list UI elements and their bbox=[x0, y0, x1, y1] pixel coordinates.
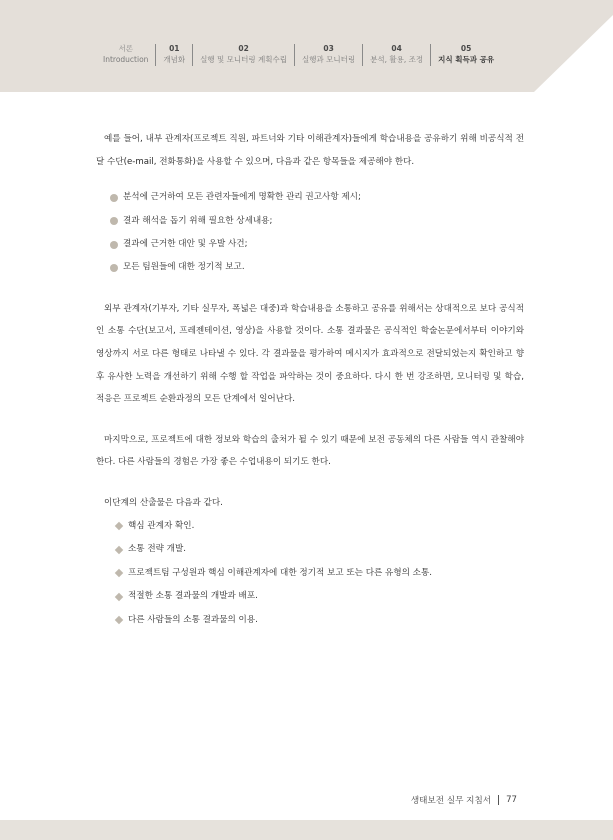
list-item bbox=[96, 256, 524, 279]
list-item bbox=[96, 585, 524, 609]
paragraph-internal-sharing: 예를 들어, 내부 관계자(프로젝트 직원, 파트너와 기타 이해관계자)들에게 학습내용을 공유하기 위해 비공식적 전달 수단(e-mail, 전화통화)을 사용할 수 있으며, 다음과 같은 항목들을 제공해야 한다. bbox=[96, 134, 524, 167]
list-item bbox=[96, 233, 524, 256]
chapter-nav bbox=[96, 44, 501, 68]
nav-num: 02 bbox=[238, 44, 249, 53]
list-item-text: 결과에 근거한 대안 및 우발 사건; bbox=[123, 239, 248, 249]
bullet-dot-icon bbox=[110, 241, 118, 249]
nav-item-02[interactable] bbox=[193, 44, 294, 65]
bullet-diamond-icon bbox=[115, 569, 123, 577]
list-item-text: 프로젝트팀 구성원과 핵심 이해관계자에 대한 정기적 보고 또는 다른 유형의 소통. bbox=[128, 567, 433, 578]
main-content bbox=[96, 128, 524, 632]
list-item-text: 결과 해석을 돕기 위해 필요한 상세내용; bbox=[123, 215, 273, 226]
bullet-list-items bbox=[96, 186, 524, 280]
nav-item-04[interactable] bbox=[363, 44, 430, 65]
list-item bbox=[96, 538, 524, 562]
nav-label: 분석, 활용, 조정 bbox=[370, 55, 424, 64]
nav-label: 실행과 모니터링 bbox=[302, 55, 356, 64]
nav-label: 개념화 bbox=[163, 55, 186, 64]
page-number: 77 bbox=[506, 795, 517, 805]
paragraph-external-sharing: 외부 관계자(기부자, 기타 실무자, 폭넓은 대중)과 학습내용을 소통하고 공유를 위해서는 상대적으로 보다 공식적인 소통 수단(보고서, 프레젠테이션, 영상)을 사용할 것이다. 소통 결과물은 공식적인 학술논문에서부터 이야기와 영상까지 서로 다른 형태로 나타낼 수 있다. 각 결과물을 평가하여 메시지가 효과적으로 전달되었는지 확인하고 향후 유사한 노력을 개선하기 위해 수행 할 작업을 파악하는 것이 중요하다. 다시 한 번 강조하면, 모니터링 및 학습, 적응은 프로젝트 순환과정의 모든 단계에서 일어난다. bbox=[96, 303, 524, 405]
list-item-text: 핵심 관계자 확인. bbox=[128, 520, 195, 531]
list-item-text: 모든 팀원들에 대한 정기적 보고. bbox=[123, 262, 245, 273]
nav-label: 실행 및 모니터링 계획수립 bbox=[200, 55, 288, 64]
paragraph-observe-others: 마지막으로, 프로젝트에 대한 정보와 학습의 출처가 될 수 있기 때문에 보전 공동체의 다른 사람들 역시 관찰해야 한다. 다른 사람들의 경험은 가장 좋은 수업내용이 되기도 한다. bbox=[96, 434, 524, 468]
nav-item-01[interactable] bbox=[156, 44, 192, 65]
outputs-list bbox=[96, 515, 524, 633]
nav-num: 03 bbox=[323, 44, 334, 53]
footer-divider bbox=[498, 795, 499, 805]
nav-label: 지식 획득과 공유 bbox=[438, 55, 495, 64]
nav-num: 05 bbox=[460, 44, 472, 53]
bullet-dot-icon bbox=[110, 264, 118, 272]
list-item bbox=[96, 210, 524, 233]
bullet-dot-icon bbox=[110, 194, 118, 202]
list-item bbox=[96, 562, 524, 586]
list-item-text: 분석에 근거하여 모든 관련자들에게 명확한 관리 권고사항 제시; bbox=[123, 192, 361, 203]
nav-item-05[interactable] bbox=[431, 44, 501, 65]
nav-item-intro[interactable] bbox=[96, 44, 155, 65]
list-item bbox=[96, 609, 524, 633]
bullet-diamond-icon bbox=[115, 616, 123, 624]
bullet-diamond-icon bbox=[115, 593, 123, 601]
nav-num: 01 bbox=[169, 44, 180, 53]
list-item bbox=[96, 515, 524, 539]
nav-num: 04 bbox=[391, 44, 402, 53]
page-footer bbox=[411, 794, 517, 806]
list-item-text: 적절한 소통 결과물의 개발과 배포. bbox=[128, 591, 258, 602]
nav-label: Introduction bbox=[103, 55, 149, 64]
nav-item-03[interactable] bbox=[295, 44, 362, 65]
book-title: 생태보전 실무 지침서 bbox=[410, 796, 492, 806]
bottom-band bbox=[0, 820, 613, 840]
bullet-dot-icon bbox=[110, 217, 118, 225]
page-header bbox=[0, 0, 613, 92]
bullet-diamond-icon bbox=[115, 546, 123, 554]
bullet-diamond-icon bbox=[115, 522, 123, 530]
nav-num: 서론 bbox=[118, 44, 133, 53]
list-item-text: 다른 사람들의 소통 결과물의 이용. bbox=[128, 614, 258, 625]
list-item-text: 소통 전략 개발. bbox=[128, 544, 187, 555]
paragraph-outputs-intro: 이단계의 산출물은 다음과 같다. bbox=[104, 497, 223, 508]
list-item bbox=[96, 186, 524, 209]
